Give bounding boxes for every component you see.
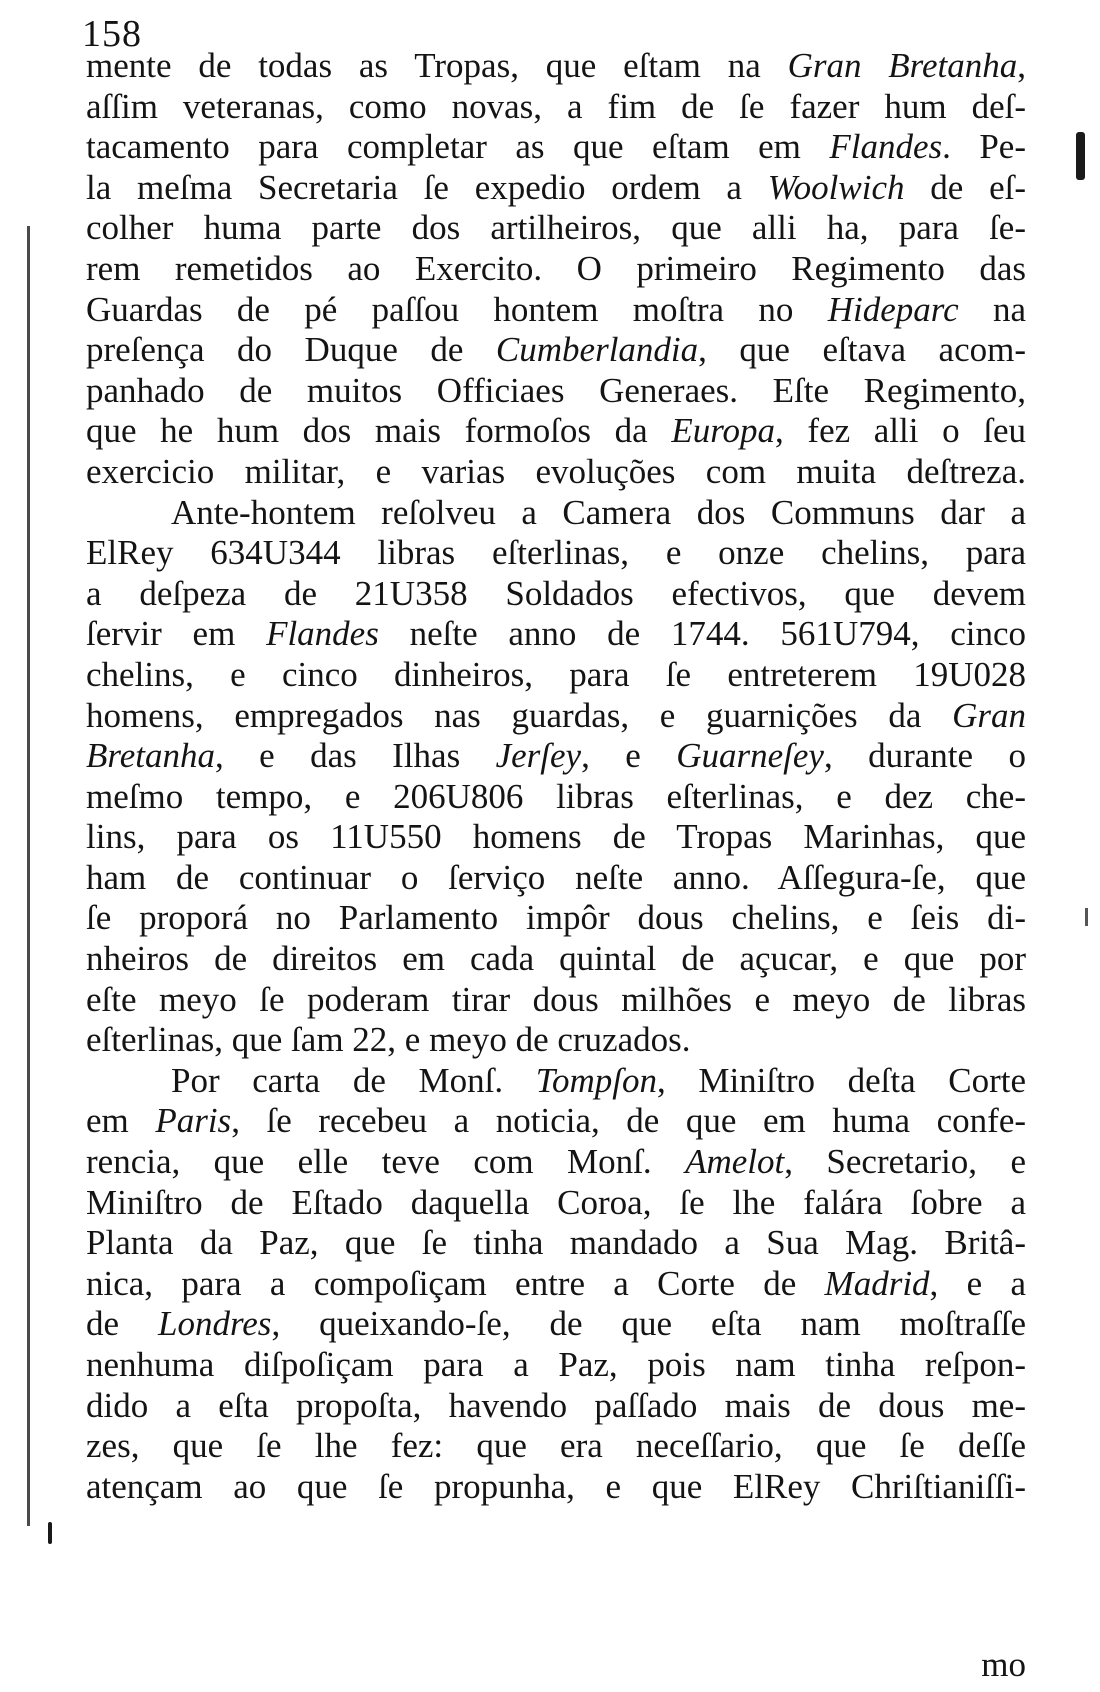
- text-segment: nenhuma diſpoſiçam para a Paz, pois nam tinha reſpon-: [86, 1345, 1026, 1384]
- text-line: [86, 696, 1026, 737]
- text-segment: , durante o: [823, 736, 1026, 776]
- italic-text-segment: Jerſey: [495, 736, 582, 776]
- text-segment: meſmo tempo, e 206U806 libras eſterlinas, e dez che-: [86, 776, 1026, 816]
- text-segment: eſterlinas, que ſam 22, e meyo de cruzados.: [86, 1020, 691, 1060]
- text-segment: nheiros de direitos em cada quintal de açucar, e que por: [86, 939, 1026, 979]
- margin-ink-mark: [48, 1522, 52, 1544]
- text-line: [86, 411, 1026, 452]
- text-line: [86, 939, 1026, 980]
- text-line: [86, 817, 1026, 858]
- text-segment: , Secretario, e: [784, 1142, 1026, 1182]
- binding-edge-shadow: [27, 226, 30, 1526]
- text-segment: , e das Ilhas: [214, 736, 496, 776]
- text-line: [86, 1101, 1026, 1142]
- text-segment: que he hum dos mais formoſos da: [86, 411, 672, 451]
- text-line: [86, 249, 1026, 290]
- text-segment: Planta da Paz, que ſe tinha mandado a Sua Mag. Britâ-: [86, 1223, 1026, 1263]
- text-line: [86, 1020, 1026, 1061]
- italic-text-segment: Hideparc: [827, 289, 959, 329]
- text-line: [86, 1223, 1026, 1264]
- text-line: [86, 898, 1026, 939]
- text-segment: Ante-hontem reſolveu a Camera dos Communs dar a: [171, 492, 1026, 532]
- text-segment: chelins, e cinco dinheiros, para ſe entreterem 19U028: [86, 654, 1026, 694]
- text-line: [86, 1061, 1026, 1102]
- italic-text-segment: Londres: [157, 1304, 272, 1344]
- italic-text-segment: Tompſon: [535, 1060, 657, 1100]
- text-segment: de eſ-: [904, 167, 1026, 207]
- text-segment: , Miniſtro deſta Corte: [656, 1060, 1027, 1100]
- text-segment: atençam ao que ſe propunha, e que ElRey Chriſtianiſſi-: [86, 1466, 1026, 1506]
- italic-text-segment: Flandes: [829, 127, 943, 167]
- text-segment: Por carta de Monſ.: [171, 1060, 536, 1100]
- text-segment: aſſim veteranas, como novas, a fim de ſe fazer hum deſ-: [86, 86, 1026, 126]
- italic-text-segment: Paris: [155, 1101, 232, 1141]
- text-segment: , ſe recebeu a noticia, de que em huma confe-: [231, 1101, 1027, 1141]
- text-segment: preſença do Duque de: [86, 330, 496, 370]
- text-segment: ham de continuar o ſerviço neſte anno. Aſſegura-ſe, que: [86, 857, 1026, 897]
- text-line: [86, 777, 1026, 818]
- italic-text-segment: Europa: [671, 411, 776, 451]
- text-segment: zes, que ſe lhe fez: que era neceſſario, que ſe deſſe: [86, 1426, 1026, 1466]
- italic-text-segment: Bretanha: [86, 736, 215, 776]
- text-segment: rencia, que elle teve com Monſ.: [86, 1142, 686, 1182]
- text-line: [86, 574, 1026, 615]
- text-segment: , queixando-ſe, de que eſta nam moſtraſſe: [271, 1304, 1026, 1344]
- text-line: [86, 1183, 1026, 1224]
- text-segment: exercicio militar, e varias evoluções com muita deſtreza.: [86, 451, 1026, 491]
- text-line: [86, 1264, 1026, 1305]
- text-line: [86, 371, 1026, 412]
- italic-text-segment: Cumberlandia: [495, 330, 699, 370]
- text-line: [86, 208, 1026, 249]
- text-segment: la meſma Secretaria ſe expedio ordem a: [86, 167, 768, 207]
- text-segment: na: [958, 289, 1026, 329]
- italic-text-segment: Woolwich: [767, 167, 905, 207]
- text-segment: mente de todas as Tropas, que eſtam na: [86, 46, 788, 85]
- text-line: [86, 1467, 1026, 1508]
- text-line: [86, 1304, 1026, 1345]
- text-segment: panhado de muitos Officiaes Generaes. Eſte Regimento,: [86, 370, 1026, 410]
- text-line: [86, 858, 1026, 899]
- text-segment: colher huma parte dos artilheiros, que alli ha, para ſe-: [86, 208, 1026, 248]
- text-segment: Guardas de pé paſſou hontem moſtra no: [86, 289, 828, 329]
- text-line: [86, 452, 1026, 493]
- text-line: [86, 127, 1026, 168]
- text-segment: , que eſtava acom-: [698, 330, 1026, 370]
- text-line: [86, 1345, 1026, 1386]
- margin-ink-mark: [1076, 132, 1085, 180]
- text-line: [86, 533, 1026, 574]
- text-segment: tacamento para completar as que eſtam em: [86, 127, 830, 167]
- italic-text-segment: Gran: [952, 695, 1026, 735]
- text-segment: ſervir em: [86, 614, 267, 654]
- text-segment: , fez alli o ſeu: [775, 411, 1026, 451]
- text-line: [86, 1386, 1026, 1427]
- italic-text-segment: Guarneſey: [676, 736, 824, 776]
- italic-text-segment: Flandes: [266, 614, 379, 654]
- text-segment: ,: [1017, 46, 1026, 85]
- text-line: [86, 1426, 1026, 1467]
- text-line: [86, 493, 1026, 534]
- text-segment: ſe proporá no Parlamento impôr dous chelins, e ſeis di-: [86, 898, 1026, 938]
- text-segment: Miniſtro de Eſtado daquella Coroa, ſe lhe falára ſobre a: [86, 1182, 1026, 1222]
- page-number: 158: [82, 13, 142, 55]
- italic-text-segment: Madrid: [824, 1263, 930, 1303]
- text-segment: dido a eſta propoſta, havendo paſſado mais de dous me-: [86, 1385, 1026, 1425]
- text-segment: de: [86, 1304, 158, 1344]
- text-segment: a deſpeza de 21U358 Soldados efectivos, que devem: [86, 573, 1026, 613]
- text-segment: rem remetidos ao Exercito. O primeiro Regimento das: [86, 248, 1026, 288]
- text-line: [86, 1142, 1026, 1183]
- text-line: [86, 46, 1026, 87]
- text-segment: homens, empregados nas guardas, e guarnições da: [86, 695, 953, 735]
- text-segment: neſte anno de 1744. 561U794, cinco: [378, 614, 1026, 654]
- text-line: [86, 290, 1026, 331]
- text-segment: , e: [581, 736, 677, 776]
- text-segment: ElRey 634U344 libras eſterlinas, e onze chelins, para: [86, 533, 1026, 573]
- margin-ink-mark: [1085, 908, 1088, 926]
- text-segment: lins, para os 11U550 homens de Tropas Marinhas, que: [86, 817, 1026, 857]
- italic-text-segment: Gran Bretanha: [787, 46, 1018, 85]
- text-line: [86, 614, 1026, 655]
- text-segment: eſte meyo ſe poderam tirar dous milhões e meyo de libras: [86, 979, 1026, 1019]
- text-line: [86, 980, 1026, 1021]
- text-segment: , e a: [929, 1263, 1026, 1303]
- italic-text-segment: Amelot: [685, 1142, 785, 1182]
- body-text: [86, 46, 1026, 1507]
- catchword: mo: [981, 1645, 1026, 1684]
- text-segment: nica, para a compoſiçam entre a Corte de: [86, 1263, 825, 1303]
- text-line: [86, 87, 1026, 128]
- text-line: [86, 330, 1026, 371]
- text-line: [86, 736, 1026, 777]
- text-segment: em: [86, 1101, 156, 1141]
- text-line: [86, 655, 1026, 696]
- text-segment: . Pe-: [942, 127, 1026, 167]
- text-line: [86, 168, 1026, 209]
